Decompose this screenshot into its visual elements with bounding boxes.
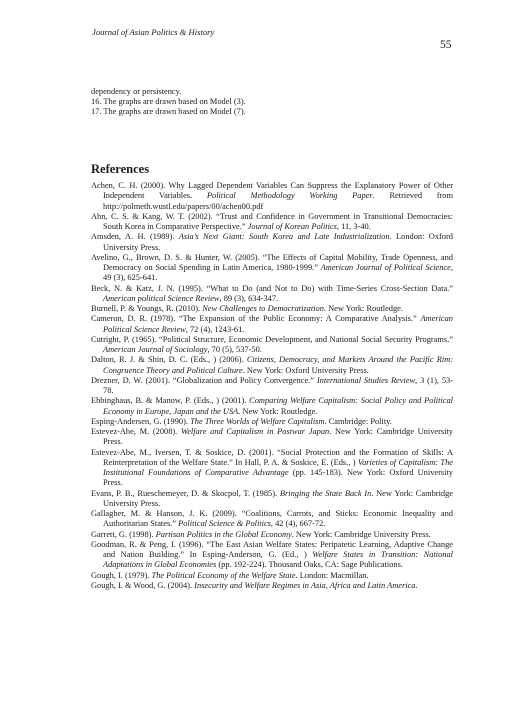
running-head: Journal of Asian Politics & History xyxy=(92,27,215,37)
reference-title: The Three Worlds of Welfare Capitalism xyxy=(190,416,325,426)
reference-text: Dalton, R. J. & Shin, D. C. (Eds., ) (2006). xyxy=(91,355,247,365)
reference-list xyxy=(91,181,453,591)
reference-text: . New York: Routledge. xyxy=(323,304,403,313)
reference-text: Evans, P. B., Rueschemeyer, D. & Skocpol, T. (1985). xyxy=(91,488,280,498)
endnotes xyxy=(91,87,461,118)
reference-title: Asia’s Next Giant: South Korea and Late Industrialization xyxy=(178,232,390,242)
reference-text: . London: Oxford University Press. xyxy=(103,232,453,252)
endnote-line: 17. The graphs are drawn based on Model (7). xyxy=(91,107,246,117)
reference-text: , 42 (4), 667-72. xyxy=(270,519,326,529)
reference-text: (pp. 192-224). Thousand Oaks, CA: Sage Publications. xyxy=(216,560,403,570)
reference-entry xyxy=(91,284,453,305)
reference-title: Insecurity and Welfare Regimes in Asia, Africa and Latin America xyxy=(194,580,416,590)
reference-text: , 11, 3-40. xyxy=(336,222,371,231)
reference-text: Burnell, P. & Youngs, R. (2010). xyxy=(91,304,203,313)
reference-title: American political Science Review xyxy=(103,293,220,303)
reference-entry xyxy=(91,509,453,530)
reference-title: Bringing the State Back In xyxy=(279,488,372,498)
reference-title: American Journal of Political Science xyxy=(320,263,451,272)
reference-text: Esping-Andersen, G. (1990). xyxy=(91,416,191,426)
endnote-line: dependency or persistency. xyxy=(91,87,182,96)
reference-entry xyxy=(91,335,453,356)
reference-title: Welfare States in Transition: National Adaptations in Global Economies xyxy=(103,550,453,570)
reference-text: , 89 (3), 634-347. xyxy=(219,293,279,303)
reference-title: Comparing Welfare Capitalism: Social Policy and Political Economy in Europe, Japan and the USA xyxy=(103,396,453,416)
reference-text: Gough, I. & Wood, G. (2004). xyxy=(91,580,195,590)
reference-text: . Retrieved from http://polmeth.wustl.edu/papers/00/achen00.pdf xyxy=(103,191,453,211)
reference-text: Drezner, D. W. (2001). “Globalization and Policy Convergence.” xyxy=(91,375,317,385)
reference-text: Gough, I. (1979). xyxy=(91,570,152,580)
reference-text: , 72 (4), 1243-61. xyxy=(185,324,245,334)
reference-entry xyxy=(91,530,453,540)
reference-text: . London: Macmillan. xyxy=(295,570,369,580)
reference-title: Political Methodology Working Paper xyxy=(206,191,373,201)
reference-title: American Journal of Sociology xyxy=(103,345,208,354)
reference-text: . New York: Oxford University Press. xyxy=(242,365,369,375)
reference-text: Garrett, G. (1998). xyxy=(91,529,156,539)
reference-entry xyxy=(91,489,453,510)
reference-title: Journal of Korean Politics xyxy=(247,222,337,231)
reference-entry xyxy=(91,417,453,427)
reference-text: . New York: Routledge. xyxy=(238,406,318,416)
reference-text: Achen, C. H. (2000). Why Lagged Dependent Variables Can Suppress the Explanatory Power of Other Independent Variables. xyxy=(91,181,453,201)
reference-text: Avelino, G., Brown, D. S. & Hunter, W. (2005). “The Effects of Capital Mobility, Trade Openness, and Democracy on Social Spending in Latin America, 1980-1999.” xyxy=(91,252,453,272)
reference-text: Estevez-Abe, M. (2008). xyxy=(91,427,181,436)
reference-entry xyxy=(91,376,453,397)
reference-entry xyxy=(91,571,453,581)
reference-entry xyxy=(91,304,453,314)
reference-title: International Studies Review xyxy=(316,375,416,385)
reference-text: Cameron, D. R. (1978). “The Expansion of the Public Economy: A Comparative Analysis.” xyxy=(91,314,421,324)
reference-title: Citizens, Democracy, and Markets Around the Pacific Rim: Congruence Theory and Political Culture xyxy=(103,355,453,375)
reference-text: , 3 (1), 53-78. xyxy=(103,375,453,395)
reference-title: American Political Science Review xyxy=(103,314,453,334)
reference-text: Estevez-Abe, M., Iversen, T. & Soskice, D. (2001). “Social Protection and the Formation of Skills: A Reinterpretation of the Welfare State.” In Hall, P. A. & Soskice, E. (Eds., ) xyxy=(91,447,453,467)
reference-text: Cutright, P. (1965). “Political Structure, Economic Development, and National Social Security Programs.” xyxy=(91,334,453,344)
reference-entry xyxy=(91,314,453,335)
reference-text: . New York: Cambridge University Press. xyxy=(103,488,453,508)
reference-text: Goodman, R. & Peng, I. (1996). “The East Asian Welfare States: Peripatetic Learning, Adaptive Change and Nation Building.” In Esping-Anderson, G. (Ed., ) xyxy=(91,539,453,559)
reference-text: . New York: Cambridge University Press. xyxy=(291,529,431,539)
reference-title: New Challenges to Democratization xyxy=(202,304,324,313)
reference-title: The Political Economy of the Welfare State xyxy=(151,570,296,580)
reference-text: . xyxy=(415,580,418,590)
reference-title: Political Science & Politics xyxy=(178,519,271,529)
reference-entry xyxy=(91,232,453,253)
reference-text: , 49 (3), 625-641. xyxy=(103,263,453,283)
reference-text: Ahn, C. S. & Kang, W. T. (2002). “Trust and Confidence in Government in Transitional Democracies: South Korea in Comparative Perspective.” xyxy=(91,211,453,231)
reference-text: Amsden, A. H. (1989). xyxy=(91,232,179,242)
reference-entry xyxy=(91,212,453,233)
endnote-line: 16. The graphs are drawn based on Model (3). xyxy=(91,97,246,107)
reference-entry xyxy=(91,396,453,417)
reference-title: Welfare and Capitalism in Postwar Japan xyxy=(181,427,330,436)
reference-text: (pp. 145-183). New York: Oxford University Press. xyxy=(103,468,453,488)
reference-title: Varieties of Capitalism: The Institutional Foundations of Comparative Advantage xyxy=(103,457,453,477)
reference-text: . Cambridge: Polity. xyxy=(324,416,392,426)
references-heading: References xyxy=(91,162,150,176)
reference-entry xyxy=(91,448,453,489)
page-number: 55 xyxy=(440,39,452,51)
reference-title: Partisan Politics in the Global Economy xyxy=(155,529,292,539)
reference-text: , 70 (5), 537-50. xyxy=(207,345,262,354)
reference-text: Gallagher, M. & Hanson, J. K. (2009). “Coalitions, Carrots, and Sticks: Economic Inequality and Authoritarian States.” xyxy=(91,509,453,529)
reference-entry xyxy=(91,540,453,571)
reference-text: Ebbinghaus, B. & Manow, P. (Eds., ) (2001). xyxy=(91,396,250,406)
reference-entry xyxy=(91,181,453,212)
reference-entry xyxy=(91,581,453,591)
reference-entry xyxy=(91,253,453,284)
reference-entry xyxy=(91,427,453,448)
reference-entry xyxy=(91,355,453,376)
reference-text: . New York: Cambridge University Press. xyxy=(103,427,453,447)
reference-text: Beck, N. & Katz, J. N. (1995). “What to Do (and Not to Do) with Time-Series Cross-Section Data.” xyxy=(91,283,453,293)
